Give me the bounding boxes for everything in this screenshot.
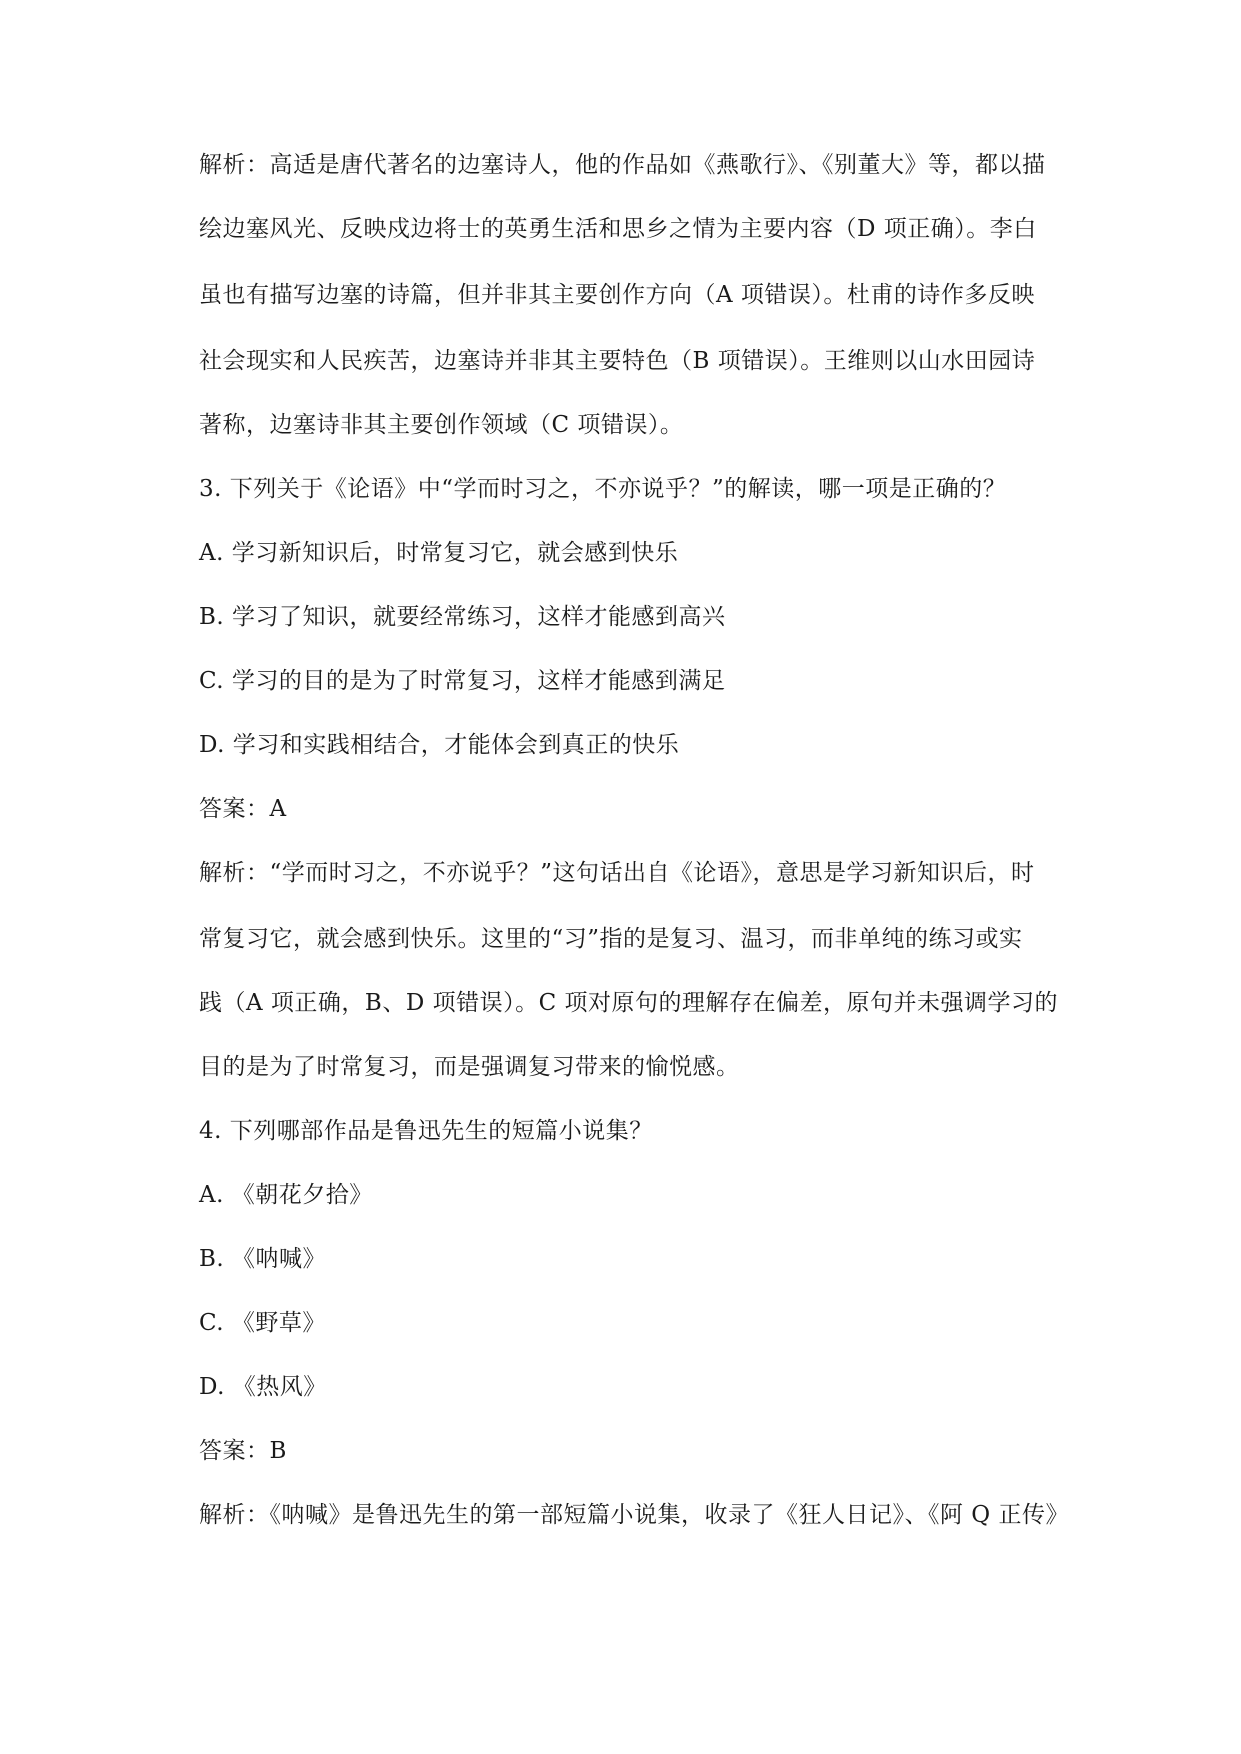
question-3-answer: 答案：A bbox=[199, 796, 287, 822]
explanation-q2-line-3: 虽也有描写边塞的诗篇，但并非其主要创作方向（A 项错误）。杜甫的诗作多反映 bbox=[199, 282, 1035, 308]
question-4-option-d: D. 《热风》 bbox=[199, 1374, 327, 1400]
explanation-q3-line-2: 常复习它，就会感到快乐。这里的“习”指的是复习、温习，而非单纯的练习或实 bbox=[199, 926, 1023, 952]
explanation-q2-line-2: 绘边塞风光、反映戍边将士的英勇生活和思乡之情为主要内容（D 项正确）。李白 bbox=[199, 216, 1037, 242]
explanation-q3-line-1: 解析：“学而时习之，不亦说乎？”这句话出自《论语》，意思是学习新知识后，时 bbox=[199, 860, 1035, 886]
explanation-q2-line-4: 社会现实和人民疾苦，边塞诗并非其主要特色（B 项错误）。王维则以山水田园诗 bbox=[199, 348, 1036, 374]
question-4-option-b: B. 《呐喊》 bbox=[199, 1246, 327, 1272]
question-4-option-a: A. 《朝花夕拾》 bbox=[199, 1182, 373, 1208]
question-4-option-c: C. 《野草》 bbox=[199, 1310, 326, 1336]
question-3-stem: 3. 下列关于《论语》中“学而时习之，不亦说乎？”的解读，哪一项是正确的？ bbox=[199, 476, 1007, 502]
question-4-stem: 4. 下列哪部作品是鲁迅先生的短篇小说集？ bbox=[199, 1118, 653, 1144]
explanation-q4-line-1: 解析：《呐喊》是鲁迅先生的第一部短篇小说集，收录了《狂人日记》、《阿 Q 正传》 bbox=[199, 1502, 1069, 1528]
question-3-option-b: B. 学习了知识，就要经常练习，这样才能感到高兴 bbox=[199, 604, 726, 630]
question-3-option-d: D. 学习和实践相结合，才能体会到真正的快乐 bbox=[199, 732, 680, 758]
question-3-option-c: C. 学习的目的是为了时常复习，这样才能感到满足 bbox=[199, 668, 726, 694]
explanation-q2-line-1: 解析：高适是唐代著名的边塞诗人，他的作品如《燕歌行》、《别董大》等，都以描 bbox=[199, 152, 1046, 178]
explanation-q3-line-4: 目的是为了时常复习，而是强调复习带来的愉悦感。 bbox=[199, 1054, 740, 1080]
question-3-option-a: A. 学习新知识后，时常复习它，就会感到快乐 bbox=[199, 540, 679, 566]
question-4-answer: 答案：B bbox=[199, 1438, 287, 1464]
explanation-q2-line-5: 著称，边塞诗非其主要创作领域（C 项错误）。 bbox=[199, 412, 684, 438]
explanation-q3-line-3: 践（A 项正确，B、D 项错误）。C 项对原句的理解存在偏差，原句并未强调学习的 bbox=[199, 990, 1058, 1016]
